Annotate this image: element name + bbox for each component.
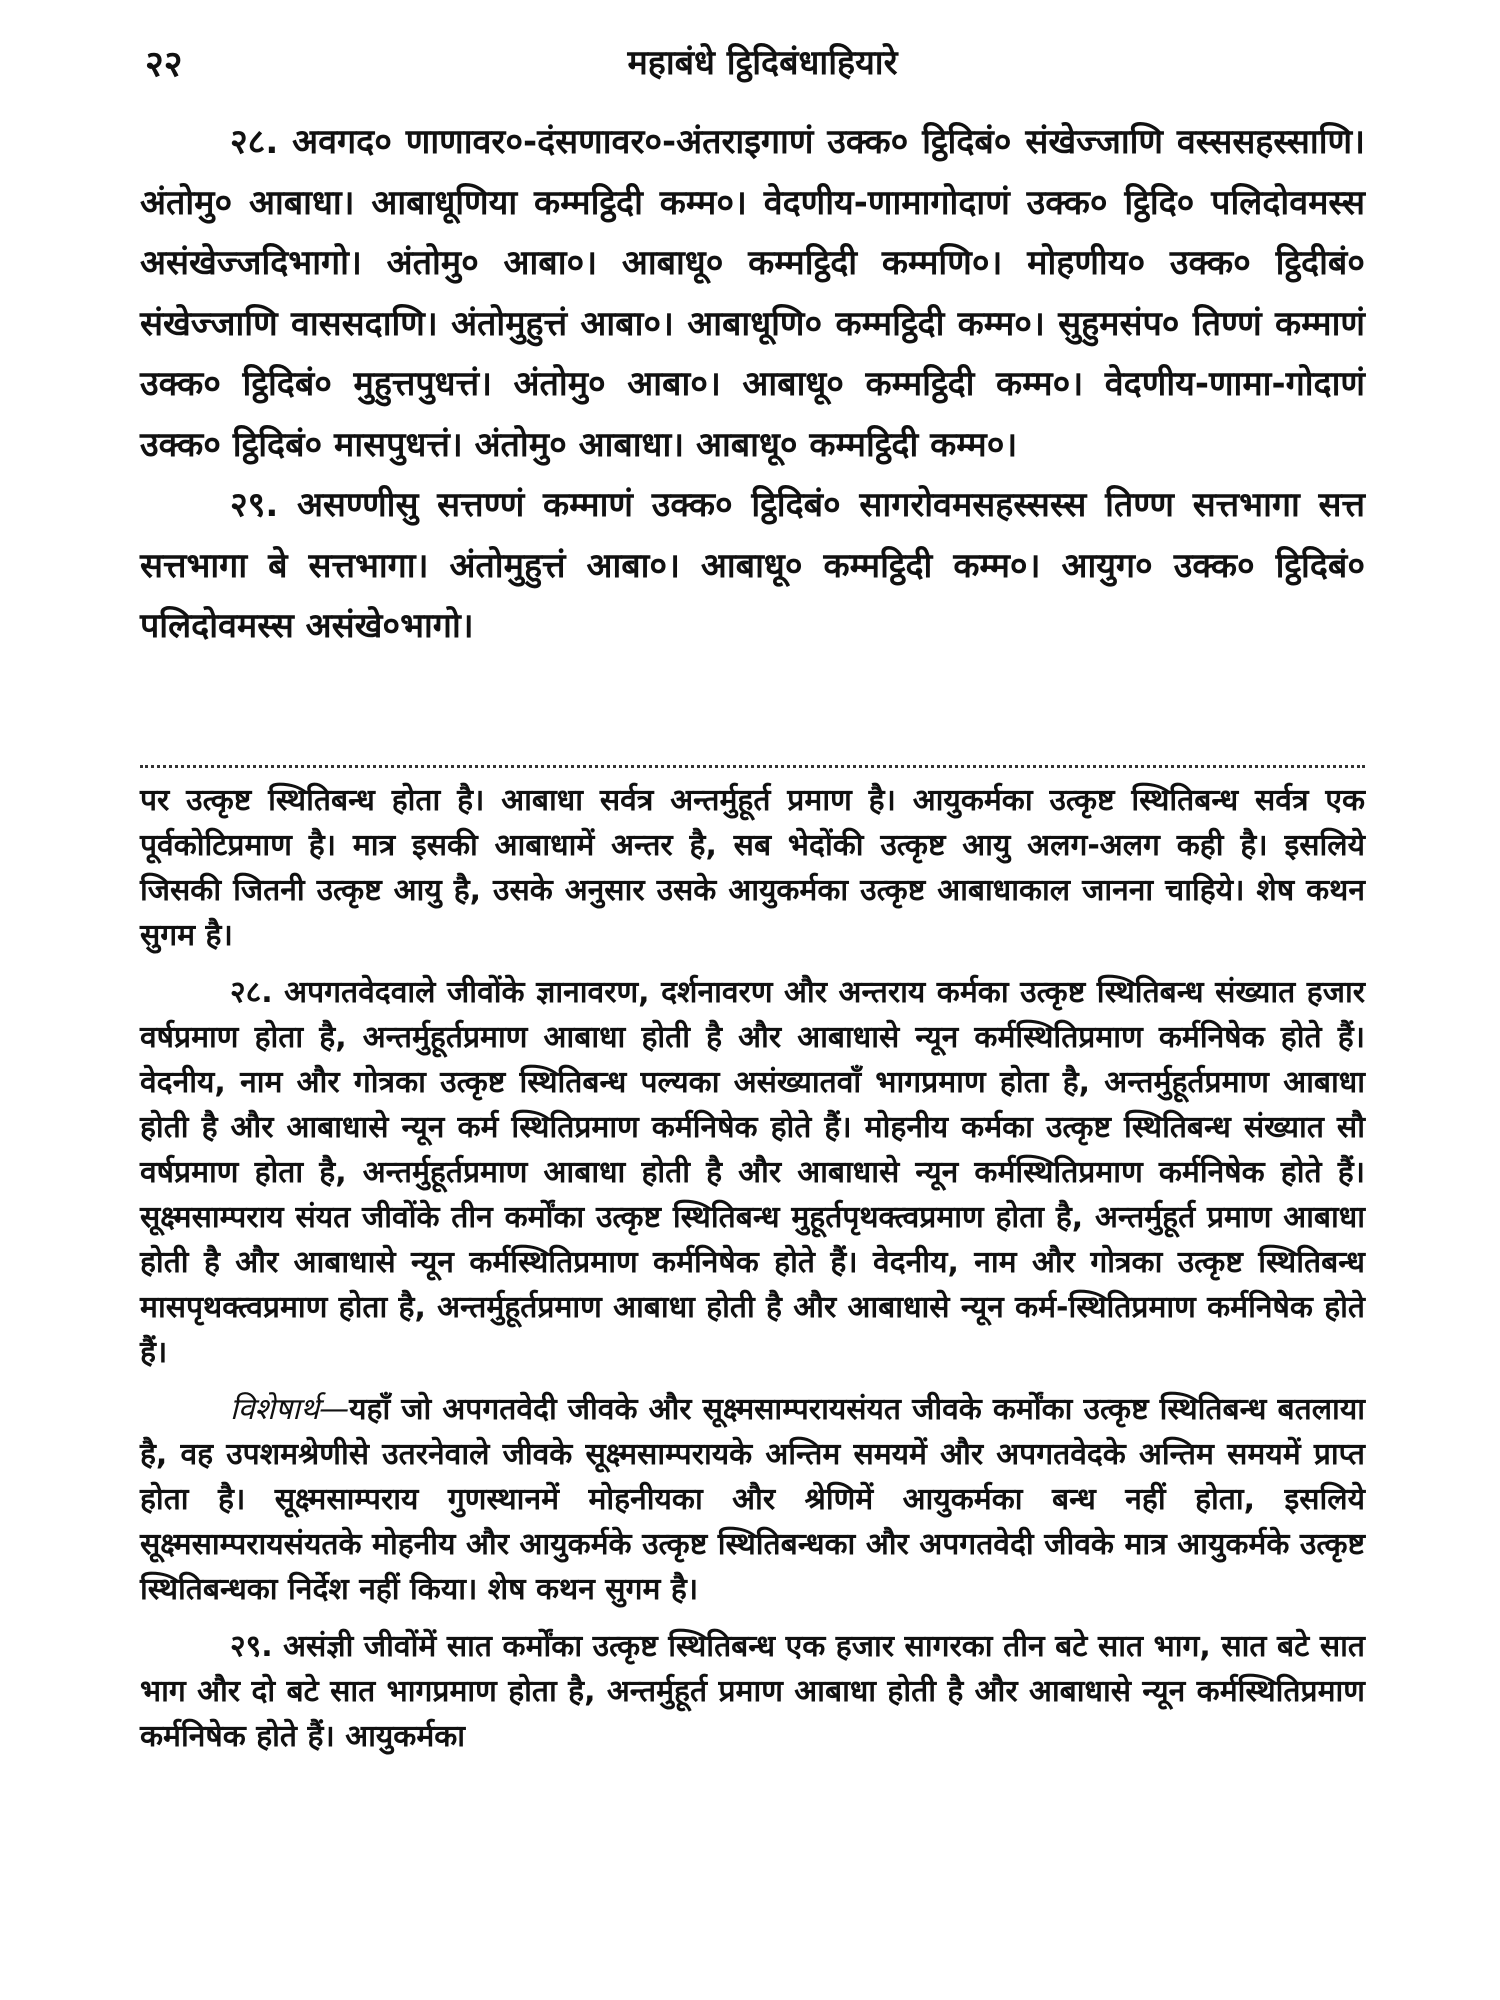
prakrit-text	[140, 112, 1365, 657]
prakrit-paragraph-28: २८. अवगद० णाणावर०-दंसणावर०-अंतराइगाणं उक्क० ट्ठिदिबं० संखेज्जाणि वस्ससहस्साणि। अंतोमु० आबाधा। आबाधूणिया कम्मट्ठिदी कम्म०। वेदणीय-णामागोदाणं उक्क० ट्ठिदि० पलिदोवमस्स असंखेज्जदिभागो। अंतोमु० आबा०। आबाधू० कम्मट्ठिदी कम्मणि०। मोहणीय० उक्क० ट्ठिदीबं० संखेज्जाणि वाससदाणि। अंतोमुहुत्तं आबा०। आबाधूणि० कम्मट्ठिदी कम्म०। सुहुमसंप० तिण्णं कम्माणं उक्क० ट्ठिदिबं० मुहुत्तपुधत्तं। अंतोमु० आबा०। आबाधू० कम्मट्ठिदी कम्म०। वेदणीय-णामा-गोदाणं उक्क० ट्ठिदिबं० मासपुधत्तं। अंतोमु० आबाधा। आबाधू० कम्मट्ठिदी कम्म०।	[140, 122, 1365, 465]
vishesharth-label: विशेषार्थ—	[230, 1392, 350, 1427]
hindi-translation	[140, 778, 1365, 1771]
vishesharth-text: यहाँ जो अपगतवेदी जीवके और सूक्ष्मसाम्परायसंयत जीवके कर्मोंका उत्कृष्ट स्थितिबन्ध बतलाया है, वह उपशमश्रेणीसे उतरनेवाले जीवके सूक्ष्मसाम्परायके अन्तिम समयमें और अपगतवेदके अन्तिम समयमें प्राप्त होता है। सूक्ष्मसाम्पराय गुणस्थानमें मोहनीयका और श्रेणिमें आयुकर्मका बन्ध नहीं होता, इसलिये सूक्ष्मसाम्परायसंयतके मोहनीय और आयुकर्मके उत्कृष्ट स्थितिबन्धका और अपगतवेदी जीवके मात्र आयुकर्मके उत्कृष्ट स्थितिबन्धका निर्देश नहीं किया। शेष कथन सुगम है।	[140, 1392, 1365, 1607]
hindi-paragraph-28: २८. अपगतवेदवाले जीवोंके ज्ञानावरण, दर्शनावरण और अन्तराय कर्मका उत्कृष्ट स्थितिबन्ध संख्यात हजार वर्षप्रमाण होता है, अन्तर्मुहूर्तप्रमाण आबाधा होती है और आबाधासे न्यून कर्मस्थितिप्रमाण कर्मनिषेक होते हैं। वेदनीय, नाम और गोत्रका उत्कृष्ट स्थितिबन्ध पल्यका असंख्यातवाँ भागप्रमाण होता है, अन्तर्मुहूर्तप्रमाण आबाधा होती है और आबाधासे न्यून कर्म स्थितिप्रमाण कर्मनिषेक होते हैं। मोहनीय कर्मका उत्कृष्ट स्थितिबन्ध संख्यात सौ वर्षप्रमाण होता है, अन्तर्मुहूर्तप्रमाण आबाधा होती है और आबाधासे न्यून कर्मस्थितिप्रमाण कर्मनिषेक होते हैं। सूक्ष्मसाम्पराय संयत जीवोंके तीन कर्मोंका उत्कृष्ट स्थितिबन्ध मुहूर्तपृथक्त्वप्रमाण होता है, अन्तर्मुहूर्त प्रमाण आबाधा होती है और आबाधासे न्यून कर्मस्थितिप्रमाण कर्मनिषेक होते हैं। वेदनीय, नाम और गोत्रका उत्कृष्ट स्थितिबन्ध मासपृथक्त्वप्रमाण होता है, अन्तर्मुहूर्तप्रमाण आबाधा होती है और आबाधासे न्यून कर्म-स्थितिप्रमाण कर्मनिषेक होते हैं।	[140, 975, 1365, 1370]
footnote-divider	[140, 765, 1365, 774]
hindi-paragraph-continued: पर उत्कृष्ट स्थितिबन्ध होता है। आबाधा सर्वत्र अन्तर्मुहूर्त प्रमाण है। आयुकर्मका उत्कृष्ट स्थितिबन्ध सर्वत्र एक पूर्वकोटिप्रमाण है। मात्र इसकी आबाधामें अन्तर है, सब भेदोंकी उत्कृष्ट आयु अलग-अलग कही है। इसलिये जिसकी जितनी उत्कृष्ट आयु है, उसके अनुसार उसके आयुकर्मका उत्कृष्ट आबाधाकाल जानना चाहिये। शेष कथन सुगम है।	[140, 783, 1365, 953]
hindi-paragraph-29: २९. असंज्ञी जीवोंमें सात कर्मोंका उत्कृष्ट स्थितिबन्ध एक हजार सागरका तीन बटे सात भाग, सात बटे सात भाग और दो बटे सात भागप्रमाण होता है, अन्तर्मुहूर्त प्रमाण आबाधा होती है और आबाधासे न्यून कर्मस्थितिप्रमाण कर्मनिषेक होते हैं। आयुकर्मका	[140, 1629, 1365, 1754]
page-number: २२	[145, 44, 183, 85]
prakrit-paragraph-29: २९. असण्णीसु सत्तण्णं कम्माणं उक्क० ट्ठिदिबं० सागरोवमसहस्सस्स तिण्ण सत्तभागा सत्त सत्तभागा बे सत्तभागा। अंतोमुहुत्तं आबा०। आबाधू० कम्मट्ठिदी कम्म०। आयुग० उक्क० ट्ठिदिबं० पलिदोवमस्स असंखे०भागो।	[140, 485, 1365, 646]
page-header	[145, 38, 1380, 98]
running-title: महाबंधे ट्ठिदिबंधाहियारे	[627, 43, 898, 83]
vishesharth-paragraph	[140, 1387, 1365, 1612]
